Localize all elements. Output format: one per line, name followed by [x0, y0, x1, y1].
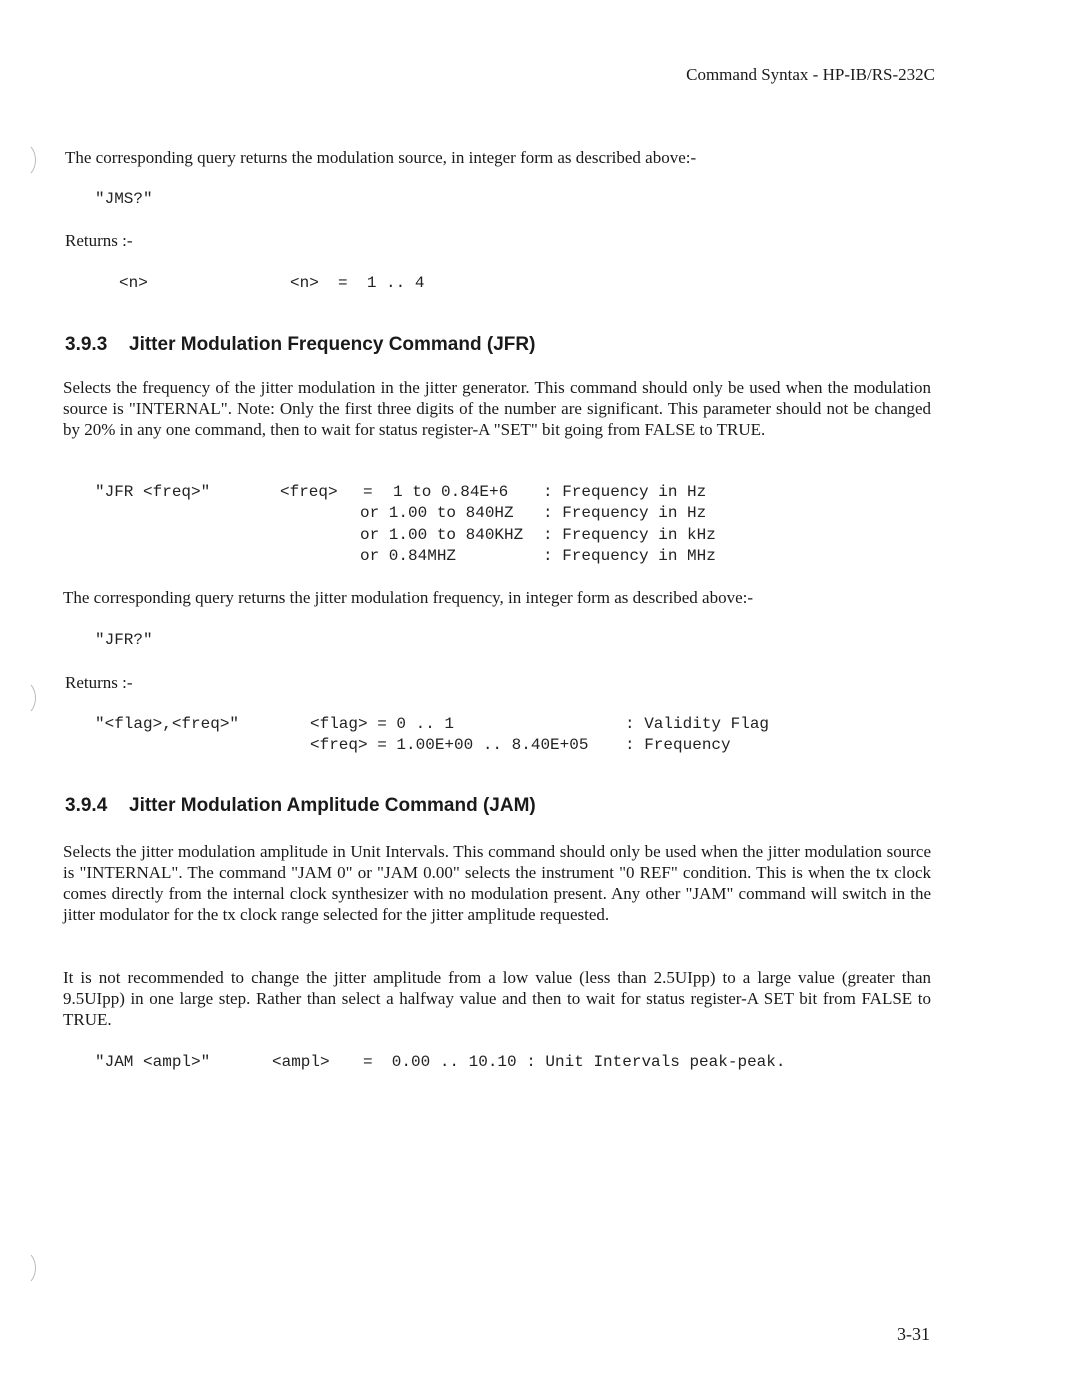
return-value: <n> — [119, 274, 148, 292]
section-number: 3.9.3 — [65, 334, 108, 355]
jam-warning: It is not recommended to change the jitter amplitude from a low value (less than 2.5UIpp) to a large value (greater than 9.5UIpp) in one large step. Rather than select a halfway value and then to wait for status register-A SET bit from FALSE to TRUE. — [63, 968, 931, 1029]
jfr-desc: : Frequency in Hz — [543, 483, 707, 501]
jfr-return-range: <flag> = 0 .. 1 — [310, 715, 455, 733]
jfr-return-range: <freq> = 1.00E+00 .. 8.40E+05 — [310, 736, 589, 754]
jfr-range: or 1.00 to 840KHZ — [360, 526, 524, 544]
jfr-return-desc: : Frequency — [625, 736, 731, 754]
jms-query: "JMS?" — [95, 190, 153, 208]
jfr-range: or 1.00 to 840HZ — [360, 504, 514, 522]
jfr-eq: = — [363, 483, 373, 501]
jfr-desc: : Frequency in Hz — [543, 504, 707, 522]
jfr-return-desc: : Validity Flag — [625, 715, 770, 733]
page-number: 3-31 — [897, 1324, 930, 1344]
jfr-description: Selects the frequency of the jitter modulation in the jitter generator. This command should only be used when the modulation source is "INTERNAL". Note: Only the first three digits of the number are significant. This parameter should not be changed by 20% in any one command, then to wait for status register-A "SET" bit going from FALSE to TRUE. — [63, 378, 931, 439]
jfr-query-text: The corresponding query returns the jitter modulation frequency, in integer form as described above:- — [63, 588, 753, 607]
jam-range: = 0.00 .. 10.10 : Unit Intervals peak-peak. — [363, 1053, 786, 1071]
jfr-query: "JFR?" — [95, 631, 153, 649]
section-heading-jam — [65, 794, 536, 818]
jfr-range: 1 to 0.84E+6 — [393, 483, 509, 501]
jfr-range: or 0.84MHZ — [360, 547, 457, 565]
jfr-return-format: "<flag>,<freq>" — [95, 715, 240, 733]
returns-label: Returns :- — [65, 231, 133, 250]
binding-hole-mark — [8, 680, 36, 716]
running-header: Command Syntax - HP-IB/RS-232C — [686, 65, 935, 84]
section-number: 3.9.4 — [65, 795, 108, 816]
return-range: <n> = 1 .. 4 — [290, 274, 425, 292]
intro-text: The corresponding query returns the modulation source, in integer form as described above:- — [65, 148, 697, 167]
returns-label: Returns :- — [65, 673, 133, 692]
jam-param: <ampl> — [272, 1053, 330, 1071]
jfr-desc: : Frequency in MHz — [543, 547, 716, 565]
binding-hole-mark — [8, 142, 36, 178]
jfr-command: "JFR <freq>" — [95, 483, 211, 501]
section-heading-jfr — [65, 333, 535, 357]
section-title: Jitter Modulation Frequency Command (JFR) — [129, 334, 536, 355]
jam-description: Selects the jitter modulation amplitude in Unit Intervals. This command should only be used when the jitter modulation source is "INTERNAL". The command "JAM 0" or "JAM 0.00" selects the instrument "0 REF" condition. This is when the tx clock comes directly from the internal clock synthesizer with no modulation present. Any other "JAM" command will switch in the jitter modulator for the tx clock range selected for the jitter amplitude requested. — [63, 842, 931, 924]
binding-hole-mark — [8, 1250, 36, 1286]
jfr-param: <freq> — [280, 483, 338, 501]
jfr-desc: : Frequency in kHz — [543, 526, 716, 544]
section-title: Jitter Modulation Amplitude Command (JAM) — [129, 795, 536, 816]
jam-command: "JAM <ampl>" — [95, 1053, 211, 1071]
